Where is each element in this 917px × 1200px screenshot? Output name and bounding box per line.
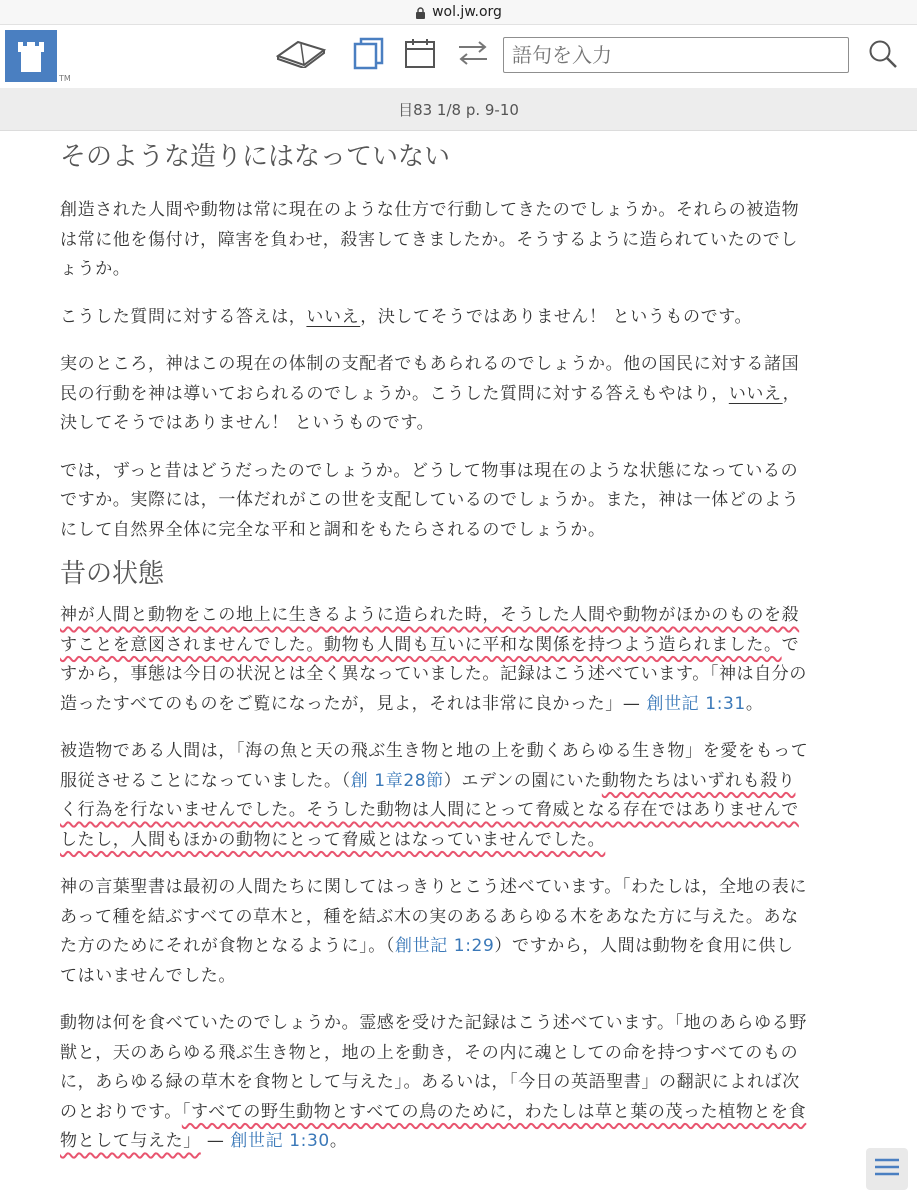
trademark-mark: TM bbox=[59, 74, 71, 83]
paragraph bbox=[60, 303, 810, 333]
publications-button[interactable] bbox=[345, 35, 391, 75]
paragraph bbox=[60, 350, 810, 439]
reference-bar bbox=[0, 88, 917, 131]
paragraph bbox=[60, 873, 810, 991]
text: 。 bbox=[329, 1131, 348, 1151]
paragraph: 創造された人間や動物は常に現在のような仕方で行動してきたのでしょうか。それらの被造物は常に他を傷付け，障害を負わせ，殺害してきましたか。そうするように造られていたのでしょうか。 bbox=[60, 200, 800, 279]
text: こうした質問に対する答えは， bbox=[60, 306, 307, 327]
book-icon bbox=[276, 38, 328, 72]
daily-text-button[interactable] bbox=[397, 35, 443, 75]
text: 実のところ，神はこの現在の体制の支配者でもあられるのでしょうか。他の国民に対する諸国民の行動を神は導いておられるのでしょうか。こうした質問に対する答えもやはり， bbox=[60, 354, 800, 404]
calendar-icon bbox=[404, 37, 436, 73]
site-toolbar bbox=[0, 25, 917, 87]
logo-tower-icon[interactable] bbox=[5, 30, 57, 82]
paragraph: では，ずっと昔はどうだったのでしょうか。どうして物事は現在のような状態になっているのですか。実際には，一体だれがこの世を支配しているのでしょうか。また，神は一体どのようにして自然界全体に完全な平和と調和をもたらされるのでしょうか。 bbox=[60, 460, 800, 540]
text: 被造物である人間は，「海の魚と天の飛ぶ生き物と地の上を動くあらゆる生き物」を愛をもって服従させることになっていました。（ bbox=[60, 741, 809, 791]
paragraph bbox=[60, 737, 810, 855]
text: 。 bbox=[745, 693, 764, 714]
highlighted-text: 神が人間と動物をこの地上に生きるように造られた時，そうした人間や動物がほかのものを殺すことを意図されませんでした。動物も人間も互いに平和な関係を持つよう造られました。 bbox=[60, 605, 800, 655]
text: ）ですから，人間は動物を食用に供してはいませんでした。 bbox=[60, 936, 794, 986]
section-heading: 昔の状態 bbox=[60, 559, 165, 589]
search-input[interactable] bbox=[503, 37, 849, 73]
text: ，決してそうではありません！ というものです。 bbox=[360, 306, 753, 327]
highlighted-text: 動物たちはいずれも殺りく行為を行ないませんでした。そうした動物は人間にとって脅威となる存在ではありませんでしたし，人間もほかの動物にとって脅威とはなっていませんでした。 bbox=[60, 770, 799, 850]
text: — bbox=[200, 1131, 231, 1151]
scripture-link[interactable]: 創 1章28節 bbox=[350, 770, 444, 791]
underlined-answer: いいえ bbox=[306, 306, 361, 327]
text: ，決してそうではありません！ というものです。 bbox=[60, 383, 801, 433]
search-button[interactable] bbox=[862, 35, 904, 77]
bible-button[interactable] bbox=[279, 35, 325, 75]
text: ですから，事態は今日の状況とは全く異なっていました。記録はこう述べています。「神は自分の造ったすべてのものをご覧になったが，見よ，それは非常に良かった」— bbox=[60, 634, 807, 714]
switch-arrows-icon bbox=[455, 39, 491, 71]
menu-icon bbox=[874, 1157, 900, 1181]
scripture-link[interactable]: 創世記 1:30 bbox=[230, 1131, 330, 1151]
search-icon bbox=[868, 39, 898, 73]
browser-url-bar[interactable] bbox=[0, 0, 917, 25]
text: 動物は何を食べていたのでしょうか。霊感を受けた記録はこう述べています。「地のあらゆる野獣と，天のあらゆる飛ぶ生き物と，地の上を動き，その内に魂としての命を持つすべてのものに，あらゆる緑の草木を食物として与えた」。あるいは，「今日の英語聖書」の翻訳によれば次のとおりです。 bbox=[60, 1013, 807, 1122]
parallel-view-button[interactable] bbox=[450, 35, 496, 75]
url-text: wol.jw.org bbox=[432, 4, 502, 20]
scripture-link[interactable]: 創世記 1:31 bbox=[646, 693, 746, 714]
highlighted-text: 「すべての野生動物とすべての鳥のために，わたしは草と葉の茂った植物とを食物として与えた」 bbox=[60, 1101, 807, 1151]
section-heading: そのような造りにはなっていない bbox=[60, 142, 451, 172]
article-body bbox=[60, 130, 810, 1157]
paragraph bbox=[60, 601, 810, 719]
publication-icon bbox=[351, 36, 385, 74]
lock-icon bbox=[415, 7, 426, 19]
menu-button[interactable] bbox=[866, 1148, 908, 1190]
underlined-answer: いいえ bbox=[728, 383, 783, 404]
text: ）エデンの園にいた bbox=[443, 770, 602, 791]
text: 神の言葉聖書は最初の人間たちに関してはっきりとこう述べています。「わたしは，全地の表にあって種を結ぶすべての草木と，種を結ぶ木の実のあるあらゆる木をあなた方に与えた。あなた方のためにそれが食物となるように」。（ bbox=[60, 877, 807, 956]
scripture-link[interactable]: 創世記 1:29 bbox=[395, 936, 495, 956]
publication-reference: 目83 1/8 p. 9-10 bbox=[398, 100, 519, 119]
paragraph bbox=[60, 1009, 810, 1157]
